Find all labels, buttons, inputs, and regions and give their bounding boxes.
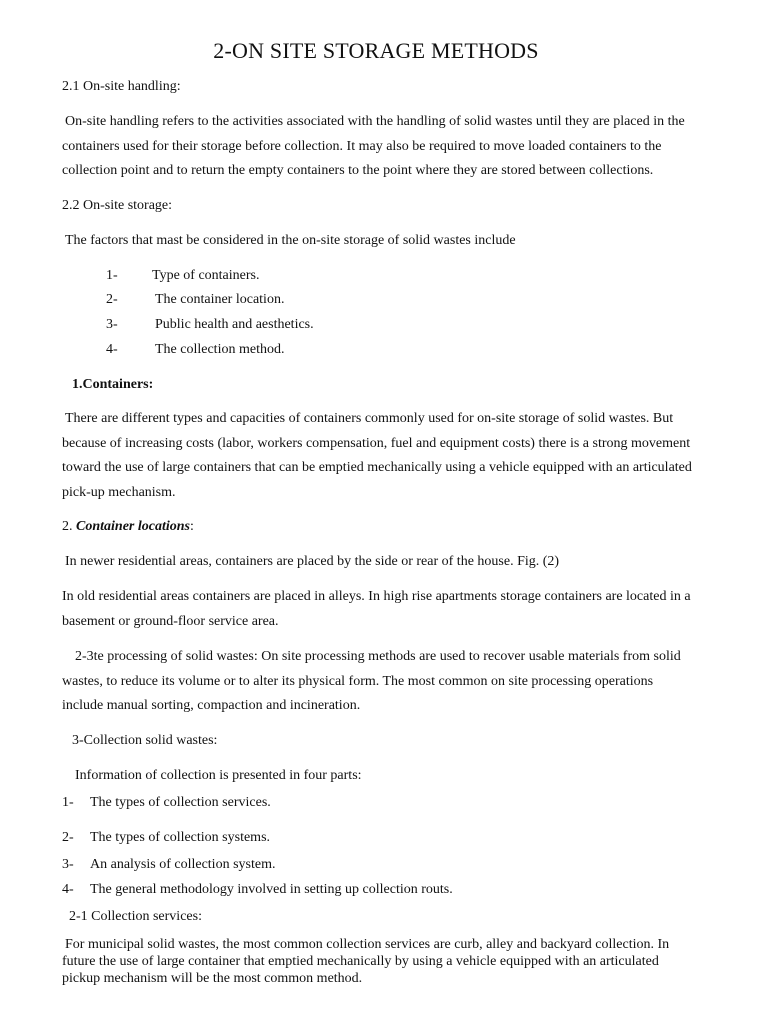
list-item-number: 3- <box>106 317 118 332</box>
list-item-number: 1- <box>62 795 74 810</box>
list-item-text: The types of collection services. <box>90 795 271 810</box>
section-heading-onsite-storage: 2.2 On-site storage: <box>62 198 173 213</box>
heading-emphasis: Container locations <box>76 519 190 534</box>
list-item-number: 4- <box>62 882 74 897</box>
page-title: 2-ON SITE STORAGE METHODS <box>213 38 539 63</box>
list-item-text: The container location. <box>155 292 285 307</box>
heading-prefix: 2. <box>62 519 76 534</box>
list-item-number: 3- <box>62 857 74 872</box>
section-heading-containers: 1.Containers: <box>72 377 154 392</box>
paragraph-onsite-handling: On-site handling refers to the activities associated with the handling of solid wastes until they are placed in the containers used for their storage before collection. It may also be required to move loaded containers to the collection point and to return the empty containers to the point where they are stored between collections. <box>62 114 685 179</box>
list-item-number: 1- <box>106 268 118 283</box>
list-item-number: 2- <box>62 830 74 845</box>
list-item-text: The general methodology involved in setting up collection routs. <box>90 882 453 897</box>
list-item-text: Type of containers. <box>152 268 260 283</box>
heading-suffix: : <box>189 519 194 534</box>
list-item-text: Public health and aesthetics. <box>155 317 314 332</box>
paragraph-storage-intro: The factors that mast be considered in the on-site storage of solid wastes include <box>65 233 516 248</box>
paragraph-collection-services: For municipal solid wastes, the most common collection services are curb, alley and backyard collection. In future the use of large container that emptied mechanically by using a vehicle equipped with an articulated pickup mechanism will be the most common method. <box>62 937 670 986</box>
section-heading-collection-services: 2-1 Collection services: <box>69 909 202 924</box>
list-item-number: 4- <box>106 342 118 357</box>
section-heading-collection: 3-Collection solid wastes: <box>72 733 218 748</box>
list-item-number: 2- <box>106 292 118 307</box>
paragraph-newer-areas: In newer residential areas, containers are placed by the side or rear of the house. Fig. (2) <box>65 554 560 569</box>
paragraph-collection-intro: Information of collection is presented in four parts: <box>75 768 362 783</box>
paragraph-processing: 2-3te processing of solid wastes: On site processing methods are used to recover usable materials from solid wastes, to reduce its volume or to alter its physical form. The most common on site processing operations include manual sorting, compaction and incineration. <box>62 649 681 714</box>
section-heading-container-locations <box>62 519 194 535</box>
paragraph-containers: There are different types and capacities of containers commonly used for on-site storage of solid wastes. But because of increasing costs (labor, workers compensation, fuel and equipment costs) there is a strong movement toward the use of large containers that can be emptied mechanically using a vehicle equipped with an articulated pick-up mechanism. <box>62 411 692 500</box>
list-item-text: The collection method. <box>155 342 285 357</box>
paragraph-old-areas: In old residential areas containers are placed in alleys. In high rise apartments storage containers are located in a basement or ground-floor service area. <box>62 589 691 629</box>
list-item-text: An analysis of collection system. <box>90 857 276 872</box>
section-heading-onsite-handling: 2.1 On-site handling: <box>62 79 181 94</box>
list-item-text: The types of collection systems. <box>90 830 271 845</box>
